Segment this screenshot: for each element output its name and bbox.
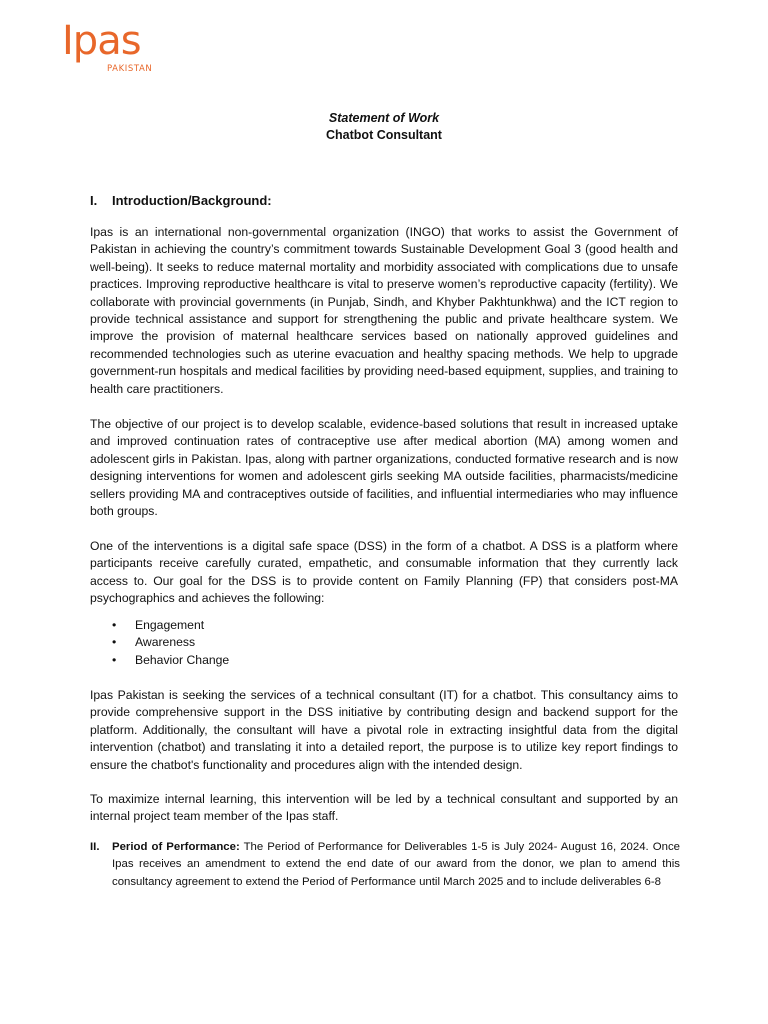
paragraph-intro: Ipas is an international non-governmental organization (INGO) that works to assist the Government of Pakistan in achieving the country’s commitment towards Sustainable Development Goal 3 (good health and well-being). It seeks to reduce maternal mortality and morbidity associated with complications due to unsafe practices. Improving reproductive healthcare is vital to preserve women’s reproductive capacity (fertility). We collaborate with provincial governments (in Punjab, Sindh, and Khyber Pakhtunkhwa) and the ICT region to provide technical assistance and support for strengthening the public and private healthcare system. We improve the provision of maternal healthcare services based on nationally approved guidelines and recommended technologies such as uterine evacuation and healthy spacing methods. We help to upgrade government-run hospitals and medical facilities by providing need-based equipment, supplies, and training to health care practitioners. (90, 225, 678, 396)
paragraph-consultant: Ipas Pakistan is seeking the services of a technical consultant (IT) for a chatbot. This consultancy aims to provide comprehensive support in the DSS initiative by contributing design and backend support for the platform. Additionally, the consultant will have a pivotal role in extracting insightful data from the digital intervention (chatbot) and translating it into a detailed report, the purpose is to utilize key report findings to ensure the chatbot's functionality and procedures align with the intended design. (90, 688, 678, 772)
ipas-logo (62, 18, 172, 76)
title-line-2: Chatbot Consultant (326, 128, 442, 142)
list-item (90, 617, 229, 634)
paragraph-dss: One of the interventions is a digital safe space (DSS) in the form of a chatbot. A DSS is a platform where participants receive carefully curated, empathetic, and consumable information that they currently lack access to. Our goal for the DSS is to provide content on Family Planning (FP) that considers post-MA psychographics and achieves the following: (90, 539, 678, 606)
title-line-1: Statement of Work (328, 111, 440, 125)
period-of-performance (90, 839, 680, 891)
bullet-glyph: • (112, 618, 117, 632)
section-heading-intro (90, 193, 272, 208)
list-item (90, 634, 229, 651)
paragraph-objective: The objective of our project is to develop scalable, evidence-based solutions that result in increased uptake and improved continuation rates of contraceptive use after medical abortion (MA) among women and adolescent girls in Pakistan. Ipas, along with partner organizations, conducted formative research and is now designing interventions for women and adolescent girls seeking MA outside facilities, pharmacists/medicine sellers providing MA and contraceptives outside of facilities, and influential intermediaries who may influence both groups. (90, 417, 678, 519)
section-number: II. (90, 841, 100, 853)
logo-country: PAKISTAN (107, 64, 153, 74)
period-body (112, 839, 680, 891)
bullet-glyph: • (112, 652, 117, 667)
period-label: Period of Performance: (112, 841, 240, 853)
paragraph-learning: To maximize internal learning, this intervention will be led by a technical consultant and supported by an internal project team member of the Ipas staff. (90, 792, 678, 824)
section-title: Introduction/Background: (112, 193, 272, 208)
list-item-text: Behavior Change (135, 652, 230, 667)
period-text: The Period of Performance for Deliverables 1-5 is July 2024- August 16, 2024. Once Ipas receives an amendment to extend the end date of our award from the donor, we plan to amend this consultancy agreement to extend the Period of Performance until March 2025 and to include deliverables 6-8 (112, 841, 680, 888)
goals-list (90, 617, 229, 669)
section-number: I. (90, 193, 98, 208)
logo-wordmark: Ipas (62, 18, 141, 64)
list-item-text: Engagement (135, 618, 205, 632)
bullet-glyph: • (112, 635, 117, 650)
list-item-text: Awareness (135, 635, 196, 650)
document-title (0, 110, 768, 144)
list-item (90, 652, 229, 669)
